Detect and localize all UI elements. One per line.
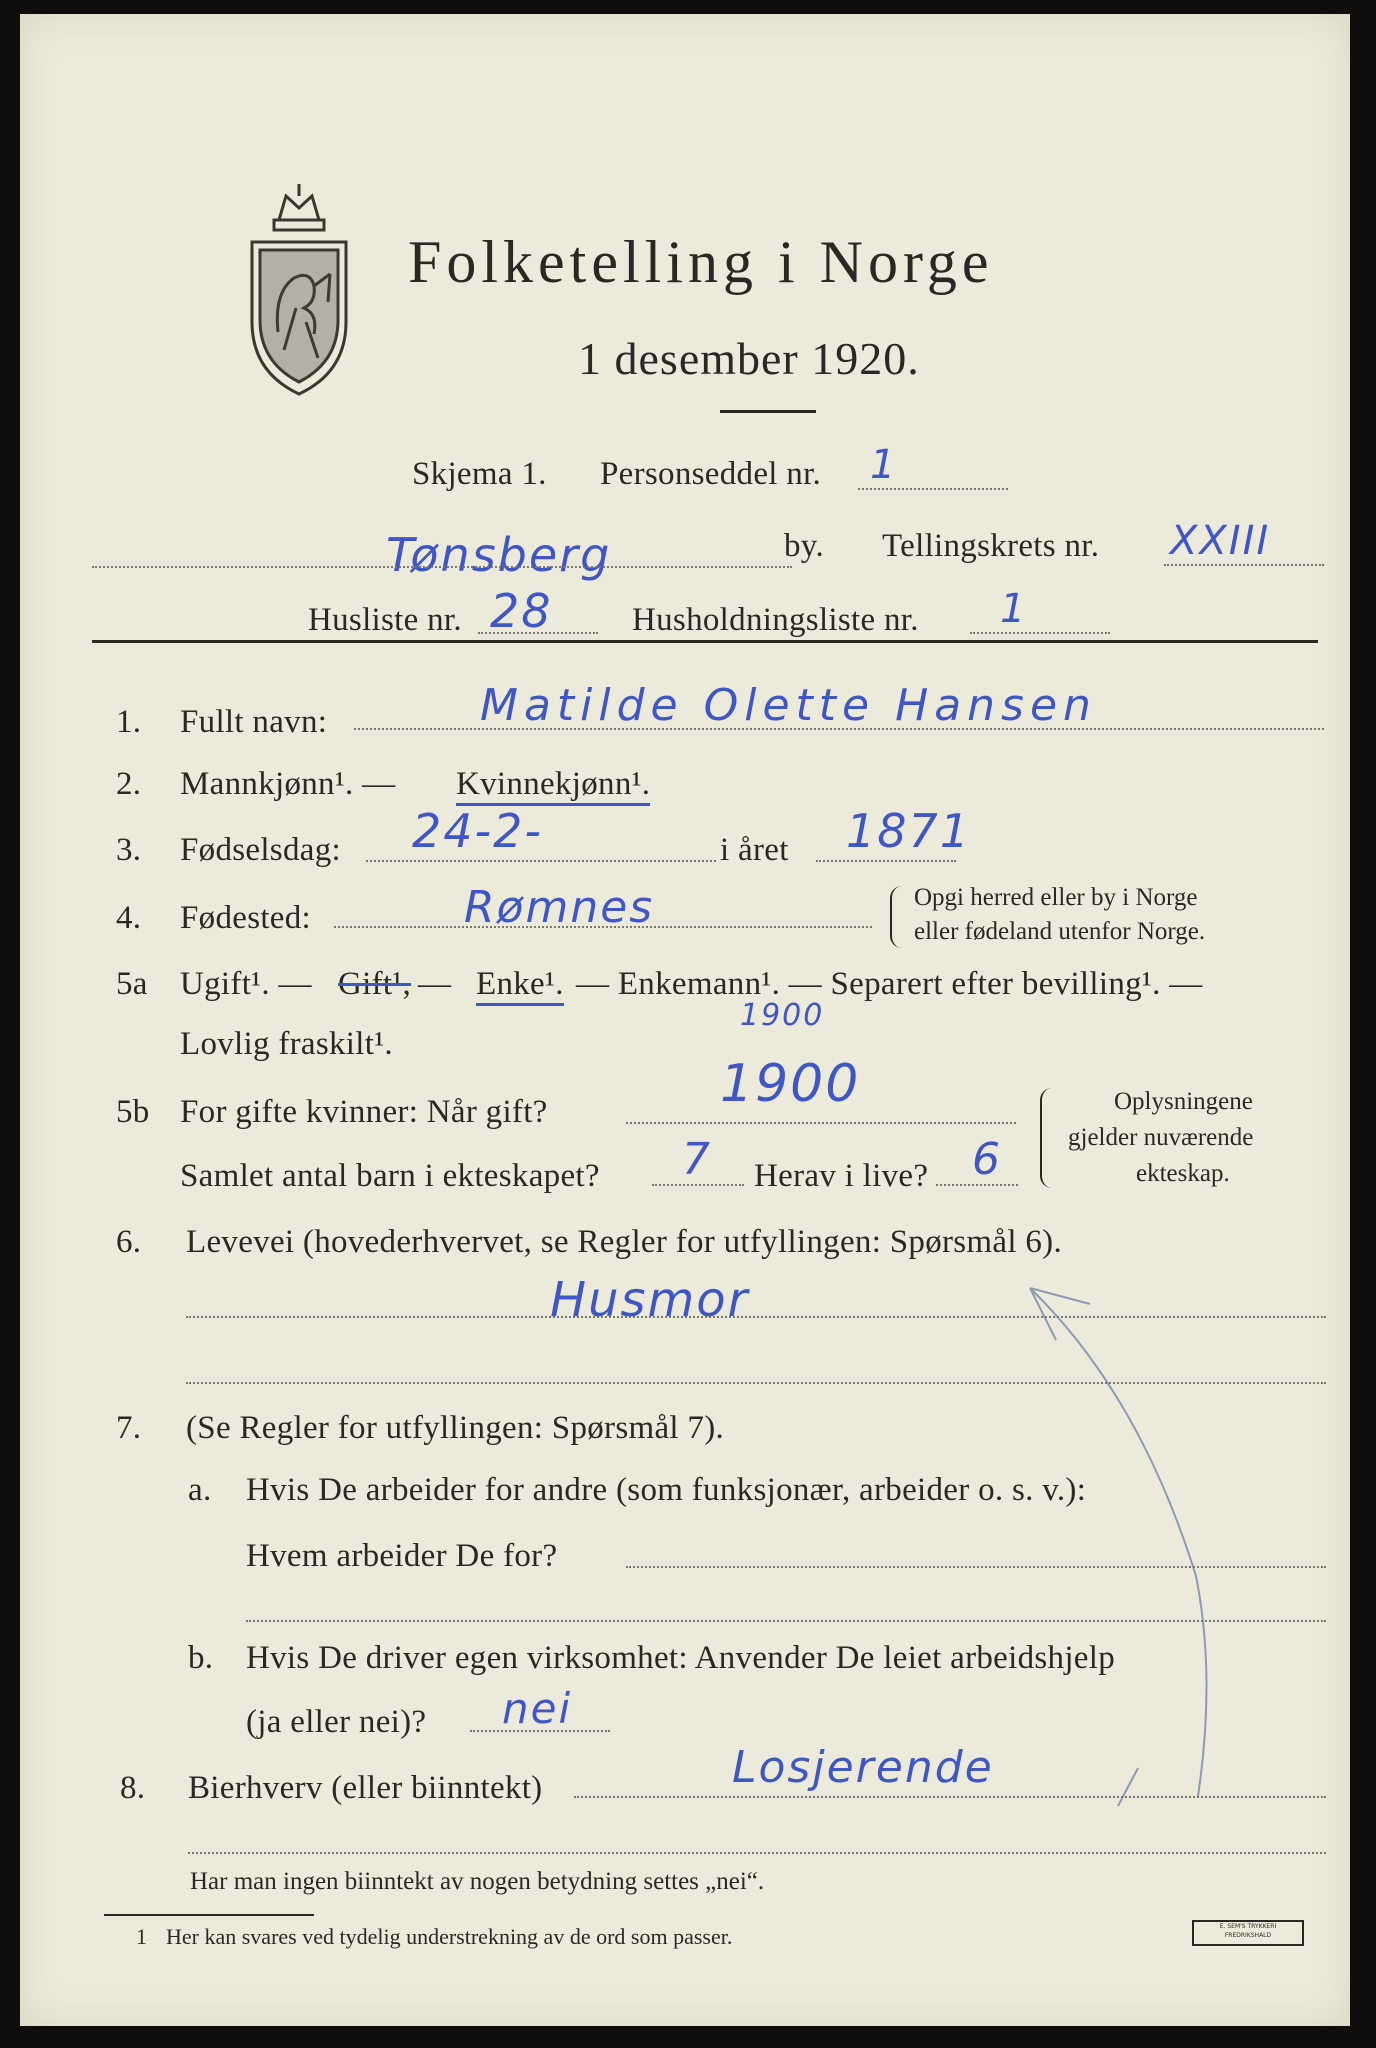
q5a-rest: — Enkemann¹. — Separert efter bevilling¹. — [576, 966, 1203, 1002]
q5b-value: 1900 [720, 1054, 861, 1114]
q7-number: 7. [116, 1410, 142, 1446]
q8-line-2 [188, 1852, 1326, 1854]
q5b-alive-label: Herav i live? [754, 1158, 929, 1194]
q7b-text: Hvis De driver egen virksomhet: Anvender De leiet arbeidshjelp [246, 1640, 1116, 1676]
q2-option-male: Mannkjønn¹. — [180, 766, 396, 802]
census-date: 1 desember 1920. [578, 333, 920, 384]
q5b-note-3: ekteskap. [1136, 1160, 1230, 1187]
q5a-enke: Enke¹. [476, 966, 564, 1006]
q5b-alive-line [936, 1184, 1018, 1186]
form-title: Folketelling i Norge [408, 229, 994, 295]
schema-label: Skjema 1. [412, 456, 547, 492]
q5b-note-1: Oplysningene [1114, 1088, 1253, 1115]
q7b-value: nei [502, 1684, 573, 1733]
by-label: by. [784, 528, 825, 564]
q5a-gift: Gift¹, [338, 966, 412, 1002]
q5a-ugift: Ugift¹. — [180, 966, 312, 1002]
husholdning-value: 1 [1000, 586, 1028, 632]
q6-number: 6. [116, 1224, 142, 1260]
q7a-letter: a. [188, 1472, 212, 1508]
coat-of-arms-icon [244, 182, 354, 403]
personseddel-line [858, 488, 1008, 490]
q5a-dash: — [418, 966, 452, 1002]
q5b-alive-value: 6 [972, 1134, 1002, 1185]
q4-note-2: eller fødeland utenfor Norge. [914, 918, 1206, 945]
tellingskrets-label: Tellingskrets nr. [882, 528, 1100, 564]
q5b-note-2: gjelder nuværende [1068, 1124, 1254, 1151]
q8-label: Bierhverv (eller biinntekt) [188, 1770, 543, 1806]
husliste-label: Husliste nr. [308, 602, 462, 638]
q7b-question: (ja eller nei)? [246, 1704, 427, 1740]
footnote-rule [104, 1914, 314, 1916]
q7-label: (Se Regler for utfyllingen: Spørsmål 7). [186, 1410, 725, 1446]
q5b-children-value: 7 [682, 1134, 712, 1185]
q1-line [354, 728, 1324, 730]
q8-number: 8. [120, 1770, 146, 1806]
q5b-line [626, 1122, 1016, 1124]
census-form [20, 14, 1350, 2026]
q4-number: 4. [116, 900, 142, 936]
printer-city: FREDRIKSHALD [1224, 1932, 1272, 1939]
q2-number: 2. [116, 766, 142, 802]
q6-value: Husmor [550, 1272, 750, 1328]
husholdning-line [970, 632, 1110, 634]
husliste-value: 28 [490, 584, 553, 638]
q3-value: 24-2- [412, 804, 543, 858]
town-line [92, 566, 792, 568]
personseddel-label: Personseddel nr. [600, 456, 822, 492]
town-value: Tønsberg [386, 528, 612, 582]
q5b-number: 5b [116, 1094, 150, 1130]
printer-name: E. SEM'S TRYKKERI [1219, 1923, 1277, 1930]
footnote-text: Her kan svares ved tydelig understrekning av de ord som passer. [166, 1924, 733, 1949]
q7a-text: Hvis De arbeider for andre (som funksjonær, arbeider o. s. v.): [246, 1472, 1087, 1508]
q3-label: Fødselsdag: [180, 832, 341, 868]
q4-value: Rømnes [464, 882, 655, 933]
q7a-question: Hvem arbeider De for? [246, 1538, 558, 1574]
tellingskrets-line [1164, 564, 1324, 566]
title-divider [720, 410, 816, 413]
q6-label: Levevei (hovederhvervet, se Regler for utfyllingen: Spørsmål 6). [186, 1224, 1063, 1260]
q5b-label: For gifte kvinner: Når gift? [180, 1094, 548, 1130]
q3-year-value: 1871 [846, 804, 972, 858]
q4-brace [890, 886, 902, 948]
husholdning-label: Husholdningsliste nr. [632, 602, 919, 638]
q5b-children-line [652, 1184, 744, 1186]
q5b-children-label: Samlet antal barn i ekteskapet? [180, 1158, 600, 1194]
header-rule [92, 640, 1318, 643]
pencil-arrow-mark [1020, 1276, 1240, 1816]
q4-label: Fødested: [180, 900, 312, 936]
footnote-number: 1 [136, 1924, 147, 1949]
q1-number: 1. [116, 704, 142, 740]
q4-line [334, 926, 872, 928]
q5a-annotation: 1900 [740, 998, 825, 1033]
q1-value: Matilde Olette Hansen [480, 680, 1097, 731]
q5a-line2: Lovlig fraskilt¹. [180, 1026, 393, 1062]
q3-number: 3. [116, 832, 142, 868]
husliste-line [478, 632, 598, 634]
q1-label: Fullt navn: [180, 704, 328, 740]
footer-note: Har man ingen biinntekt av nogen betydning settes „nei“. [190, 1868, 765, 1895]
q7b-line [470, 1730, 610, 1732]
q5b-brace [1040, 1088, 1052, 1188]
q3-year-label: i året [720, 832, 789, 868]
q4-note-1: Opgi herred eller by i Norge [914, 884, 1198, 911]
q7b-letter: b. [188, 1640, 214, 1676]
q5a-number: 5a [116, 966, 148, 1002]
tellingskrets-value: XXIII [1170, 518, 1271, 564]
q2-option-female: Kvinnekjønn¹. [456, 766, 650, 806]
personseddel-value: 1 [870, 442, 898, 488]
q8-value: Losjerende [732, 1742, 994, 1793]
q3-line [366, 860, 716, 862]
q3-year-line [816, 860, 956, 862]
printer-stamp [1192, 1920, 1304, 1946]
